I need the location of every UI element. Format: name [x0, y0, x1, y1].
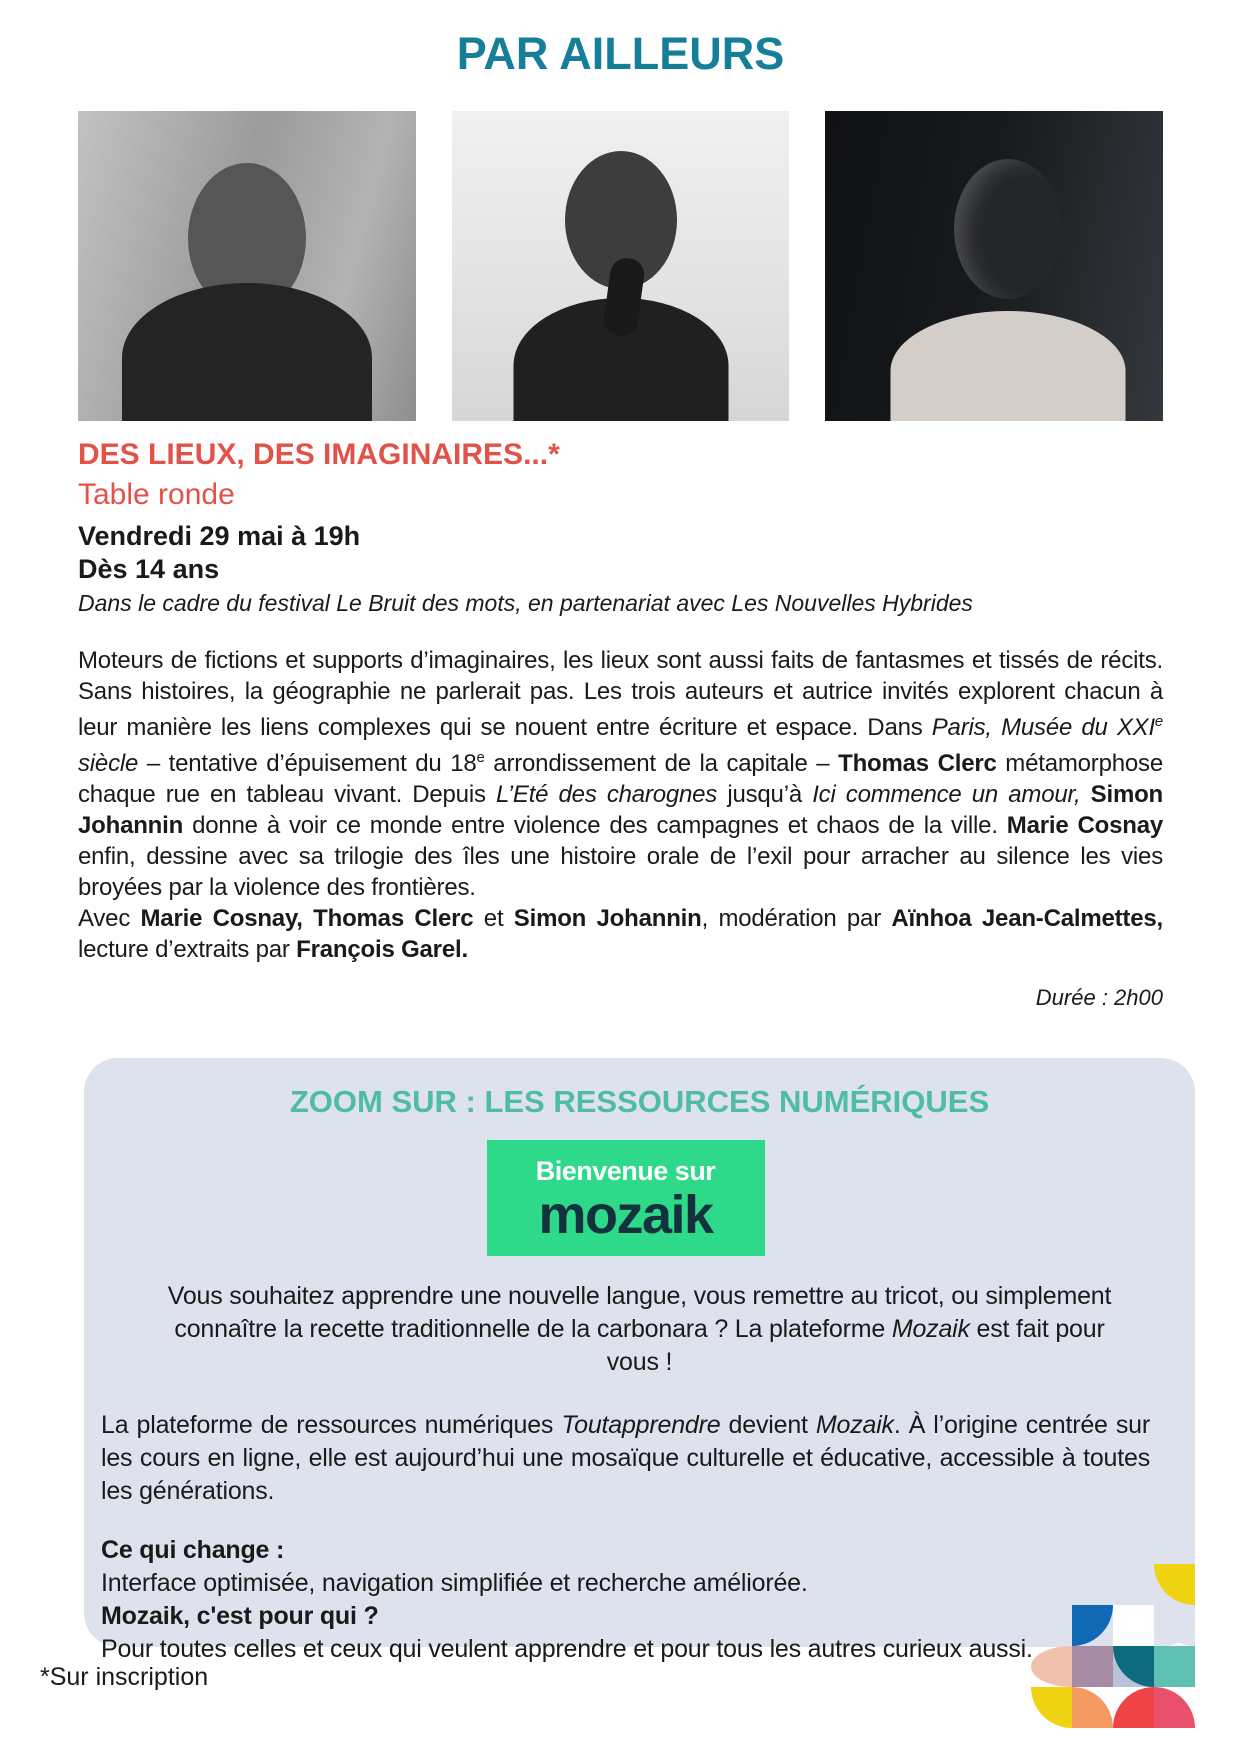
photo-silhouette-torso — [122, 283, 372, 421]
text-run: Moteurs de fictions et supports d’imaginaires, les lieux sont aussi faits de fantasmes et tissés de récits. Sans histoires, la géographie ne parlerait pas. Les trois auteurs et autrice invités explorent chacun à leur manière les liens complexes qui se nouent entre écriture et espace. Dans — [78, 647, 1163, 741]
text-run: lecture d’extraits par — [78, 936, 297, 963]
event-context: Dans le cadre du festival Le Bruit des mots, en partenariat avec Les Nouvelles Hybrides — [78, 590, 973, 616]
text-run: Mozaik — [815, 1411, 894, 1439]
text-run: devient — [720, 1411, 816, 1439]
event-duration: Durée : 2h00 — [1035, 985, 1163, 1010]
event-description — [78, 645, 1163, 903]
footnote: *Sur inscription — [40, 1663, 209, 1691]
who-text: Pour toutes celles et ceux qui veulent apprendre et pour tous les autres curieux aussi. — [101, 1635, 1033, 1663]
text-run: Thomas Clerc — [838, 750, 997, 777]
text-run: Marie Cosnay, Thomas Clerc — [140, 905, 474, 932]
portrait-photo-2 — [452, 111, 790, 421]
mozaik-banner-line1: Bienvenue sur — [535, 1156, 716, 1186]
mosaic-tile — [1072, 1646, 1113, 1687]
text-run: est fait pour vous ! — [606, 1315, 1105, 1376]
event-type: Table ronde — [78, 478, 235, 511]
change-label: Ce qui change : — [101, 1536, 285, 1564]
mozaik-banner — [487, 1140, 765, 1256]
mosaic-tile — [1072, 1605, 1113, 1646]
event-section — [78, 438, 1163, 1011]
photo-strip — [78, 111, 1163, 421]
text-run: et — [473, 905, 514, 932]
text-run: François Garel. — [296, 936, 468, 963]
zoom-box-intro — [157, 1280, 1122, 1379]
change-text: Interface optimisée, navigation simplifiée et recherche améliorée. — [101, 1569, 808, 1597]
event-age: Dès 14 ans — [78, 554, 220, 584]
text-run: . À l’origine centrée sur les cours en ligne, elle est aujourd’hui une mosaïque culturelle et éducative, accessible à toutes les générations. — [101, 1411, 1150, 1505]
text-run: donne à voir ce monde entre violence des campagnes et chaos de la ville. — [183, 812, 1007, 839]
text-run: jusqu’à — [717, 781, 813, 808]
photo-silhouette-head — [954, 159, 1062, 299]
text-run: Avec — [78, 905, 141, 932]
mosaic-tile — [1154, 1564, 1195, 1605]
mosaic-tile — [1031, 1687, 1072, 1728]
photo-silhouette-torso — [890, 311, 1125, 421]
event-credits — [78, 903, 1163, 965]
text-run: Toutapprendre — [561, 1411, 721, 1439]
text-run: , modération par — [701, 905, 892, 932]
event-title: DES LIEUX, DES IMAGINAIRES...* — [78, 438, 560, 471]
mosaic-logo — [1031, 1564, 1195, 1728]
text-run: siècle — [78, 750, 139, 777]
text-run: Ici commence un amour, — [812, 781, 1081, 808]
mosaic-tile — [1072, 1687, 1113, 1728]
mosaic-tile — [1113, 1687, 1154, 1728]
text-run — [1080, 781, 1090, 808]
mosaic-tile — [1154, 1687, 1195, 1728]
text-run: Aïnhoa Jean-Calmettes, — [891, 905, 1163, 932]
text-run: métamorphose chaque rue en tableau vivant. Depuis — [78, 750, 1163, 808]
text-run: Vous souhaitez apprendre une nouvelle langue, vous remettre au tricot, ou simplement connaître la recette traditionnelle de la carbonara ? La plateforme — [167, 1282, 1112, 1343]
text-run: e — [476, 750, 485, 766]
portrait-photo-3 — [825, 111, 1163, 421]
zoom-box-paragraph — [101, 1409, 1150, 1508]
text-run: Marie Cosnay — [1006, 812, 1163, 839]
mosaic-tile — [1154, 1605, 1195, 1646]
mozaik-banner-wordmark: mozaik — [538, 1185, 713, 1245]
text-run: La plateforme de ressources numériques — [101, 1411, 562, 1439]
text-run: Simon Johannin — [78, 781, 1164, 839]
event-datetime: Vendredi 29 mai à 19h — [78, 521, 361, 551]
text-run: arrondissement de la capitale – — [484, 750, 839, 777]
mosaic-tile — [1031, 1646, 1072, 1687]
mosaic-tile — [1113, 1605, 1154, 1646]
mosaic-tile — [1154, 1646, 1195, 1687]
text-run: – tentative d’épuisement du 18 — [138, 750, 477, 777]
text-run: Mozaik — [891, 1315, 970, 1343]
zoom-box — [84, 1058, 1195, 1663]
portrait-photo-1 — [78, 111, 416, 421]
text-run: enfin, dessine avec sa trilogie des îles une histoire orale de l’exil pour arracher au silence les vies broyées par la violence des frontières. — [78, 843, 1163, 901]
text-run: Simon Johannin — [513, 905, 702, 932]
text-run: e — [1154, 714, 1163, 730]
text-run: Paris, Musée du XXI — [931, 714, 1155, 741]
who-label: Mozaik, c'est pour qui ? — [101, 1602, 379, 1630]
page-title: PAR AILLEURS — [456, 28, 785, 79]
zoom-box-heading: ZOOM SUR : LES RESSOURCES NUMÉRIQUES — [289, 1084, 990, 1119]
text-run: L’Eté des charognes — [495, 781, 718, 808]
